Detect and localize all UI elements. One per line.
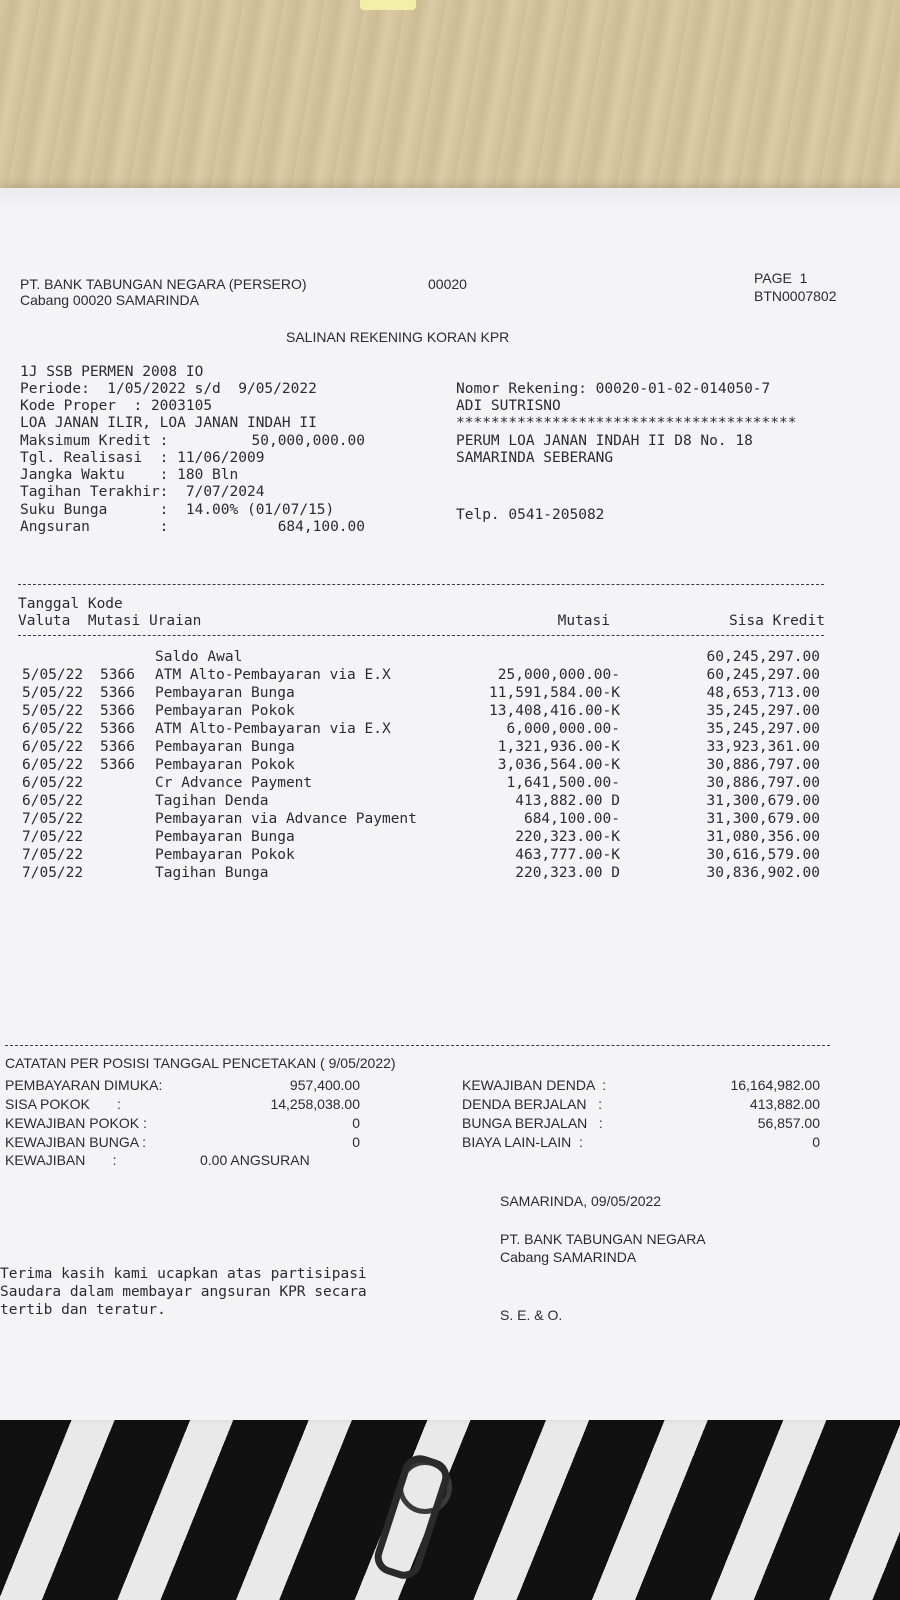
row-mutasi: 6,000,000.00- <box>506 721 620 737</box>
row-mutasi: 3,036,564.00-K <box>497 757 620 773</box>
right-label: BIAYA LAIN-LAIN : <box>462 1134 583 1150</box>
row-uraian: Pembayaran Bunga <box>155 829 295 845</box>
footer-bank-line1: PT. BANK TABUNGAN NEGARA <box>500 1231 706 1247</box>
table-row <box>0 792 900 810</box>
jangka-waktu: Jangka Waktu : 180 Bln <box>20 467 239 483</box>
row-tanggal: 5/05/22 <box>22 667 84 683</box>
maks-kredit-label: Maksimum Kredit : <box>20 433 169 449</box>
row-kode: 5366 <box>100 757 135 773</box>
row-uraian: Saldo Awal <box>155 649 243 665</box>
table-row <box>0 684 900 702</box>
wooden-table-background <box>0 0 900 220</box>
col-mutasi-header: Mutasi <box>557 613 610 629</box>
maks-kredit-value: 50,000,000.00 <box>251 433 365 449</box>
page-label: PAGE 1 <box>754 270 808 286</box>
row-mutasi: 25,000,000.00- <box>497 667 620 683</box>
left-value: 957,400.00 <box>289 1077 360 1093</box>
thanks-line3: tertib dan teratur. <box>0 1302 166 1318</box>
paper-fold <box>0 188 900 212</box>
right-value: 413,882.00 <box>749 1096 820 1112</box>
alamat-line2: SAMARINDA SEBERANG <box>456 450 614 466</box>
row-sisa-kredit: 30,616,579.00 <box>706 847 820 863</box>
telepon: Telp. 0541-205082 <box>456 507 605 523</box>
row-tanggal: 7/05/22 <box>22 811 84 827</box>
table-row <box>0 666 900 684</box>
right-value: 0 <box>812 1134 820 1150</box>
row-tanggal: 7/05/22 <box>22 829 84 845</box>
row-uraian: Pembayaran via Advance Payment <box>155 811 417 827</box>
star-separator: *************************************** <box>456 415 797 431</box>
catatan-rule <box>5 1045 830 1046</box>
right-label: KEWAJIBAN DENDA : <box>462 1077 607 1093</box>
row-sisa-kredit: 35,245,297.00 <box>706 703 820 719</box>
row-tanggal: 6/05/22 <box>22 775 84 791</box>
striped-cloth-background <box>0 1410 900 1600</box>
row-sisa-kredit: 60,245,297.00 <box>706 649 820 665</box>
left-value: 0 <box>352 1134 360 1150</box>
suku-bunga: Suku Bunga : 14.00% (01/07/15) <box>20 502 335 518</box>
row-tanggal: 5/05/22 <box>22 703 84 719</box>
catatan-title: CATATAN PER POSISI TANGGAL PENCETAKAN ( 9/05/2022) <box>5 1055 396 1071</box>
row-kode: 5366 <box>100 667 135 683</box>
row-sisa-kredit: 35,245,297.00 <box>706 721 820 737</box>
row-uraian: ATM Alto-Pembayaran via E.X <box>155 721 391 737</box>
doc-code: BTN0007802 <box>754 288 837 304</box>
row-mutasi: 1,641,500.00- <box>506 775 620 791</box>
table-header-rule <box>18 635 824 636</box>
row-uraian: ATM Alto-Pembayaran via E.X <box>155 667 391 683</box>
row-kode: 5366 <box>100 739 135 755</box>
row-mutasi: 220,323.00 D <box>515 865 620 881</box>
left-label: PEMBAYARAN DIMUKA: <box>5 1077 163 1093</box>
row-tanggal: 5/05/22 <box>22 685 84 701</box>
branch-line: Cabang 00020 SAMARINDA <box>20 292 199 308</box>
row-sisa-kredit: 33,923,361.00 <box>706 739 820 755</box>
table-row <box>0 846 900 864</box>
sticky-note <box>360 0 416 10</box>
row-uraian: Pembayaran Pokok <box>155 847 295 863</box>
right-value: 56,857.00 <box>757 1115 820 1131</box>
left-label: SISA POKOK : <box>5 1096 121 1112</box>
row-sisa-kredit: 31,300,679.00 <box>706 793 820 809</box>
thanks-line1: Terima kasih kami ucapkan atas partisipasi <box>0 1266 367 1282</box>
row-tanggal: 6/05/22 <box>22 739 84 755</box>
angsuran-label: Angsuran : <box>20 519 169 535</box>
row-uraian: Pembayaran Bunga <box>155 739 295 755</box>
nomor-rekening: Nomor Rekening: 00020-01-02-014050-7 <box>456 381 771 397</box>
left-value: 0 <box>352 1115 360 1131</box>
row-tanggal: 6/05/22 <box>22 721 84 737</box>
row-kode: 5366 <box>100 721 135 737</box>
table-header-line1: Tanggal Kode <box>18 596 123 612</box>
row-tanggal: 7/05/22 <box>22 865 84 881</box>
table-row <box>0 864 900 882</box>
tgl-realisasi: Tgl. Realisasi : 11/06/2009 <box>20 450 265 466</box>
right-label: DENDA BERJALAN : <box>462 1096 603 1112</box>
left-label: KEWAJIBAN BUNGA : <box>5 1134 147 1150</box>
row-sisa-kredit: 60,245,297.00 <box>706 667 820 683</box>
left-value: 14,258,038.00 <box>270 1096 360 1112</box>
row-uraian: Pembayaran Bunga <box>155 685 295 701</box>
angsuran-value: 684,100.00 <box>277 519 365 535</box>
table-row <box>0 756 900 774</box>
row-mutasi: 463,777.00-K <box>515 847 620 863</box>
periode: Periode: 1/05/2022 s/d 9/05/2022 <box>20 381 317 397</box>
product-line: 1J SSB PERMEN 2008 IO <box>20 364 204 380</box>
table-top-rule <box>18 584 824 585</box>
row-mutasi: 13,408,416.00-K <box>489 703 620 719</box>
nama-nasabah: ADI SUTRISNO <box>456 398 561 414</box>
row-sisa-kredit: 31,080,356.00 <box>706 829 820 845</box>
lokasi: LOA JANAN ILIR, LOA JANAN INDAH II <box>20 415 317 431</box>
row-tanggal: 7/05/22 <box>22 847 84 863</box>
right-label: BUNGA BERJALAN : <box>462 1115 603 1131</box>
row-uraian: Tagihan Denda <box>155 793 269 809</box>
row-sisa-kredit: 30,886,797.00 <box>706 775 820 791</box>
row-sisa-kredit: 30,886,797.00 <box>706 757 820 773</box>
alamat-line1: PERUM LOA JANAN INDAH II D8 No. 18 <box>456 433 753 449</box>
table-row <box>0 738 900 756</box>
col-sisa-kredit-header: Sisa Kredit <box>728 613 825 629</box>
bank-name: PT. BANK TABUNGAN NEGARA (PERSERO) <box>20 276 307 292</box>
thanks-line2: Saudara dalam membayar angsuran KPR secara <box>0 1284 367 1300</box>
table-header-line2: Valuta Mutasi Uraian <box>18 613 202 629</box>
row-mutasi: 220,323.00-K <box>515 829 620 845</box>
kode-proper: Kode Proper : 2003105 <box>20 398 213 414</box>
row-uraian: Pembayaran Pokok <box>155 757 295 773</box>
place-date: SAMARINDA, 09/05/2022 <box>500 1193 662 1209</box>
row-sisa-kredit: 30,836,902.00 <box>706 865 820 881</box>
right-value: 16,164,982.00 <box>730 1077 820 1093</box>
row-mutasi: 11,591,584.00-K <box>489 685 620 701</box>
row-uraian: Pembayaran Pokok <box>155 703 295 719</box>
row-uraian: Tagihan Bunga <box>155 865 269 881</box>
kewajiban-value: 0.00 ANGSURAN <box>200 1152 310 1168</box>
row-tanggal: 6/05/22 <box>22 793 84 809</box>
row-mutasi: 413,882.00 D <box>515 793 620 809</box>
table-row <box>0 810 900 828</box>
row-mutasi: 1,321,936.00-K <box>497 739 620 755</box>
tagihan-terakhir: Tagihan Terakhir: 7/07/2024 <box>20 484 265 500</box>
left-label: KEWAJIBAN POKOK : <box>5 1115 147 1131</box>
footer-bank-line2: Cabang SAMARINDA <box>500 1249 637 1265</box>
row-kode: 5366 <box>100 685 135 701</box>
kewajiban-label: KEWAJIBAN : <box>5 1152 117 1168</box>
table-row <box>0 702 900 720</box>
table-row <box>0 828 900 846</box>
table-row <box>0 774 900 792</box>
page-title: SALINAN REKENING KORAN KPR <box>286 329 510 345</box>
row-sisa-kredit: 31,300,679.00 <box>706 811 820 827</box>
row-kode: 5366 <box>100 703 135 719</box>
seo-note: S. E. & O. <box>500 1307 563 1323</box>
row-uraian: Cr Advance Payment <box>155 775 313 791</box>
row-tanggal: 6/05/22 <box>22 757 84 773</box>
row-mutasi: 684,100.00- <box>523 811 620 827</box>
row-sisa-kredit: 48,653,713.00 <box>706 685 820 701</box>
branch-code: 00020 <box>428 276 467 292</box>
table-row <box>0 648 900 666</box>
table-row <box>0 720 900 738</box>
